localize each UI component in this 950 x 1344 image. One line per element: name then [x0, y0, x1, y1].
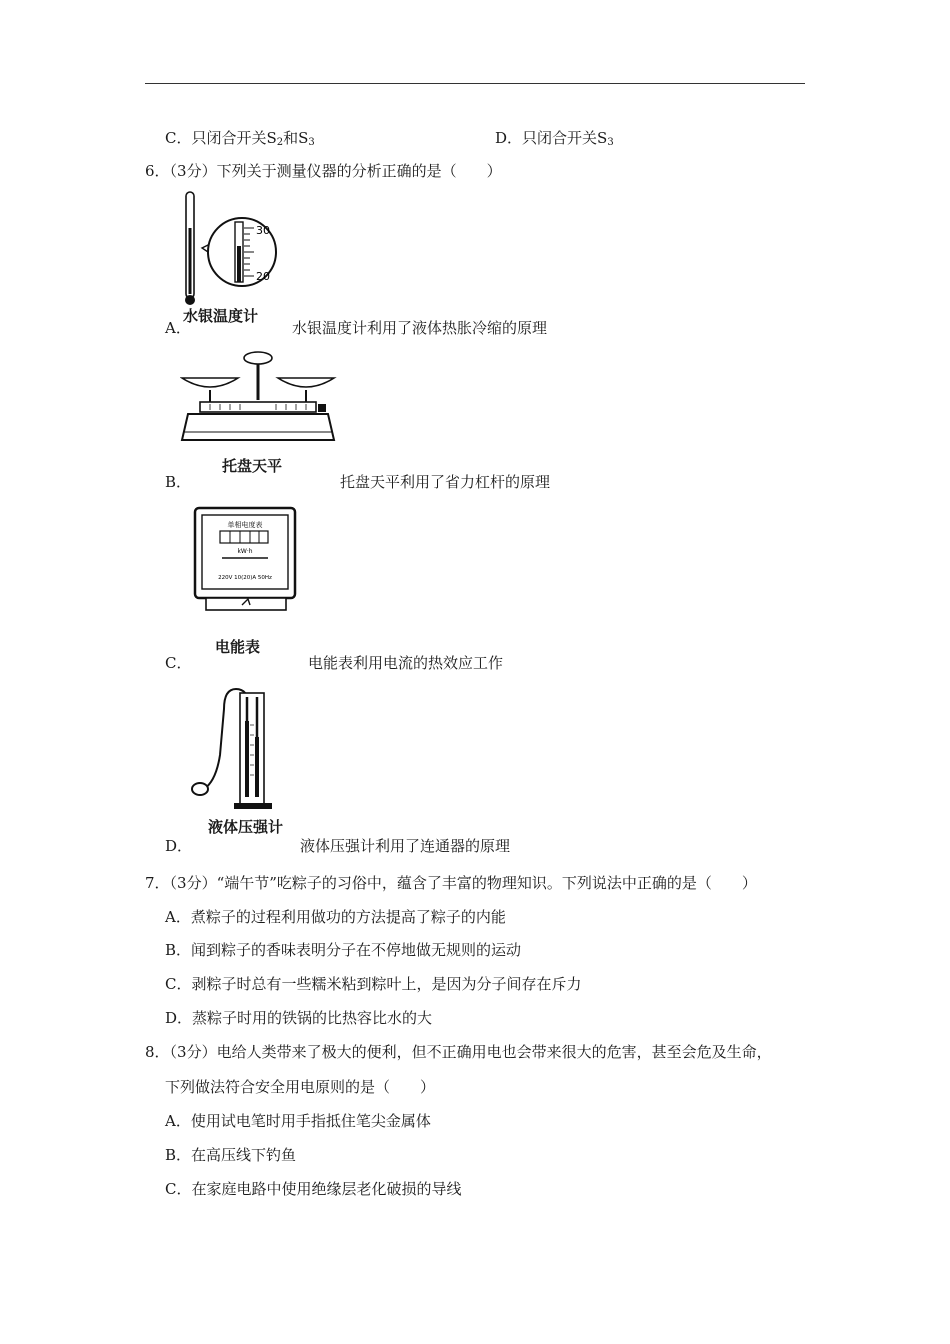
- meter-title: 单相电度表: [227, 521, 263, 529]
- q6-option-d-letter: D．: [165, 837, 193, 855]
- q6-option-d-text: 液体压强计利用了连通器的原理: [300, 837, 511, 855]
- balance-figure: [180, 348, 340, 458]
- header-rule: [145, 83, 805, 84]
- q6-option-c-text: 电能表利用电流的热效应工作: [308, 654, 504, 672]
- q7-option-b: B．闻到粽子的香味表明分子在不停地做无规则的运动: [165, 941, 522, 959]
- thermometer-scale-bottom: 20: [256, 270, 270, 283]
- q6-option-a-letter: A．: [165, 319, 191, 337]
- q7-option-d: D．蒸粽子时用的铁锅的比热容比水的大: [165, 1009, 433, 1027]
- q5-option-c: C．只闭合开关$S_2$和$S_3$: [165, 129, 315, 148]
- q8-option-c: C．在家庭电路中使用绝缘层老化破损的导线: [165, 1180, 462, 1198]
- pressure-gauge-figure: [190, 685, 280, 815]
- thermometer-caption: 水银温度计: [183, 307, 259, 325]
- electricity-meter-caption: 电能表: [215, 638, 261, 656]
- q6-option-b-letter: B．: [165, 473, 192, 491]
- q6-option-b-text: 托盘天平利用了省力杠杆的原理: [340, 473, 551, 491]
- balance-caption: 托盘天平: [222, 457, 283, 475]
- q7-stem: 7．（3分）“端午节”吃粽子的习俗中，蕴含了丰富的物理知识。下列说法中正确的是（ ）: [145, 874, 757, 892]
- q6-option-a-text: 水银温度计利用了液体热胀冷缩的原理: [292, 319, 548, 337]
- q5-option-d: D．只闭合开关$S_3$: [495, 129, 614, 148]
- q6-option-c-letter: C．: [165, 654, 192, 672]
- q8-stem-line1: 8．（3分）电给人类带来了极大的便利，但不正确用电也会带来很大的危害，甚至会危及生命，: [145, 1043, 772, 1061]
- q7-option-c: C．剥粽子时总有一些糯米粘到粽叶上，是因为分子间存在斥力: [165, 975, 582, 993]
- q8-option-b: B．在高压线下钓鱼: [165, 1146, 297, 1164]
- meter-unit: kW·h: [237, 548, 253, 555]
- meter-specs: 220V 10(20)A 50Hz: [218, 575, 272, 581]
- q7-option-a: A．煮粽子的过程利用做功的方法提高了粽子的内能: [165, 908, 506, 926]
- thermometer-scale-top: 30: [256, 224, 270, 237]
- q8-stem-line2: 下列做法符合安全用电原则的是（ ）: [165, 1078, 436, 1096]
- q8-option-a: A．使用试电笔时用手指抵住笔尖金属体: [165, 1112, 431, 1130]
- electricity-meter-figure: [192, 505, 300, 615]
- pressure-gauge-caption: 液体压强计: [208, 818, 284, 836]
- q6-stem: 6．（3分）下列关于测量仪器的分析正确的是（ ）: [145, 162, 502, 180]
